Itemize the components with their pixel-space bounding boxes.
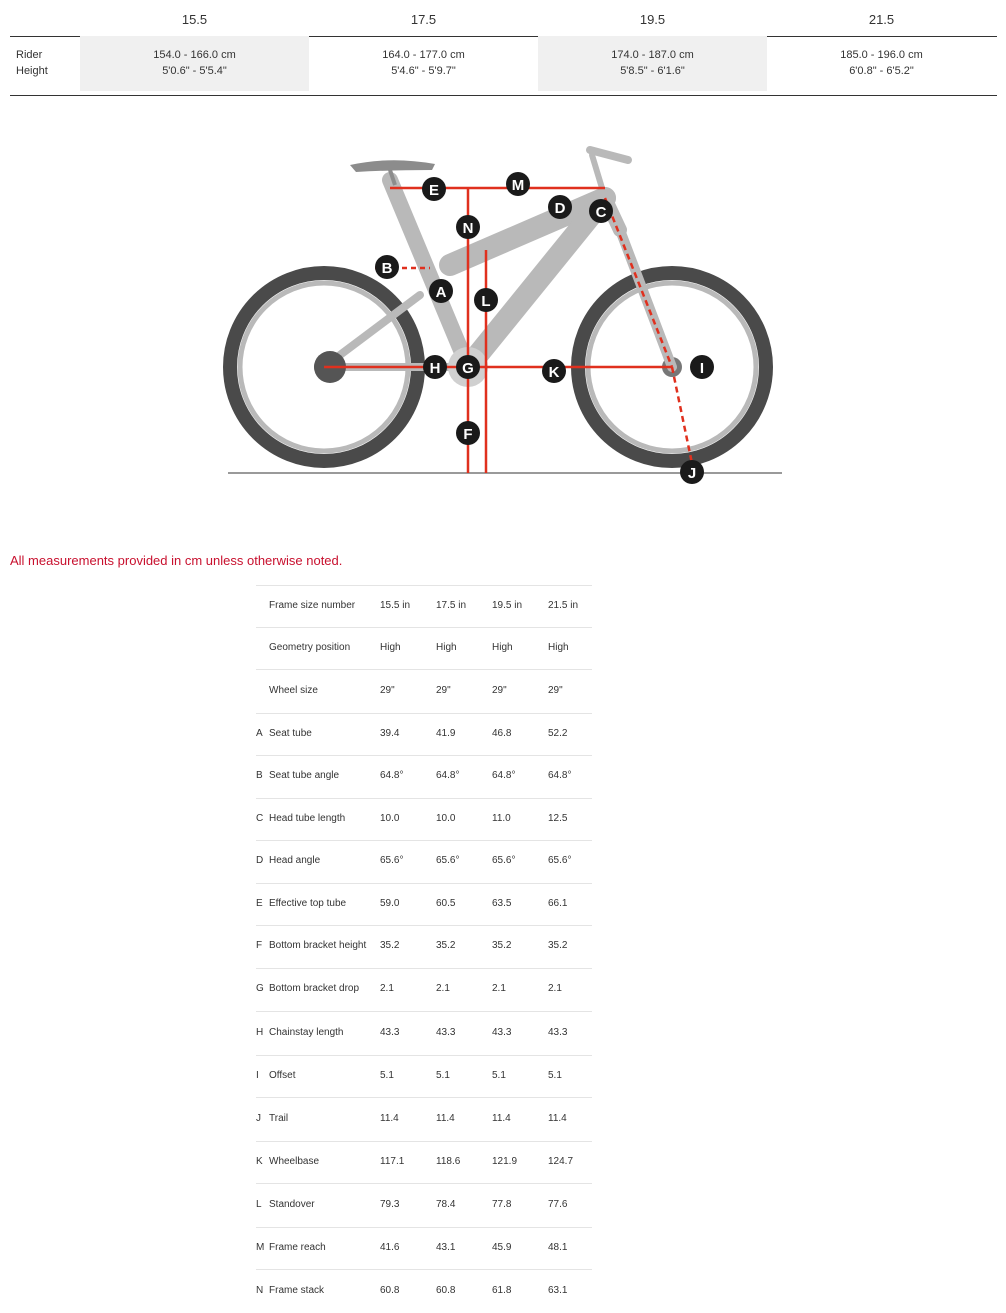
geometry-row xyxy=(256,713,592,755)
geometry-row-letter: I xyxy=(256,1070,259,1081)
geometry-row-value: 66.1 xyxy=(548,898,568,909)
geometry-row-label: Head angle xyxy=(269,855,321,866)
geometry-row-letter: A xyxy=(256,728,263,739)
geometry-row-value: High xyxy=(548,642,569,653)
svg-text:E: E xyxy=(428,182,440,199)
geometry-row-letter: F xyxy=(256,940,263,951)
geometry-row-label: Standover xyxy=(269,1199,315,1210)
svg-text:A: A xyxy=(435,284,447,301)
marker-c xyxy=(589,199,613,223)
geometry-row-label: Chainstay length xyxy=(269,1027,344,1038)
geometry-row-value: 2.1 xyxy=(436,983,450,994)
geometry-row-value: 19.5 in xyxy=(492,600,523,611)
svg-text:M: M xyxy=(511,177,525,194)
svg-text:C: C xyxy=(595,204,607,221)
rider-height-row xyxy=(10,36,997,96)
geometry-row xyxy=(256,798,592,840)
geometry-row-letter: K xyxy=(256,1156,263,1167)
geometry-row-value: 29" xyxy=(548,685,563,696)
geometry-row-label: Bottom bracket height xyxy=(269,940,367,951)
geometry-row-value: 77.6 xyxy=(548,1199,568,1210)
geometry-row-letter: D xyxy=(256,855,264,866)
geometry-row-letter: N xyxy=(256,1285,264,1296)
svg-text:K: K xyxy=(548,364,560,381)
geometry-row-value: 45.9 xyxy=(492,1242,512,1253)
marker-g xyxy=(456,355,480,379)
geometry-row-letter: E xyxy=(256,898,263,909)
geometry-row-value: 35.2 xyxy=(380,940,400,951)
geometry-row-value: 77.8 xyxy=(492,1199,512,1210)
rider-height-label xyxy=(16,47,48,79)
geometry-row-value: 117.1 xyxy=(380,1156,405,1167)
geometry-row-value: 43.3 xyxy=(548,1027,568,1038)
geometry-row xyxy=(256,1011,592,1055)
geometry-row-letter: B xyxy=(256,770,263,781)
marker-b xyxy=(375,255,399,279)
svg-text:J: J xyxy=(687,465,697,482)
geometry-row-value: 10.0 xyxy=(436,813,456,824)
geometry-row-value: 124.7 xyxy=(548,1156,574,1167)
geometry-row xyxy=(256,840,592,883)
geometry-row-letter: C xyxy=(256,813,264,824)
geometry-row-value: 65.6° xyxy=(492,855,516,866)
geometry-row-value: 11.4 xyxy=(436,1113,455,1124)
geometry-row-label: Head tube length xyxy=(269,813,346,824)
geometry-row-value: 5.1 xyxy=(436,1070,450,1081)
geometry-row-value: 35.2 xyxy=(492,940,512,951)
svg-text:L: L xyxy=(481,293,491,310)
rider-height-ft: 5'4.6" - 5'9.7" xyxy=(391,65,456,77)
rider-height-cell xyxy=(80,36,309,91)
geometry-row-value: 5.1 xyxy=(380,1070,394,1081)
geometry-row-letter: L xyxy=(256,1199,262,1210)
geometry-row-value: 12.5 xyxy=(548,813,568,824)
geometry-row-value: 15.5 in xyxy=(380,600,411,611)
geometry-table xyxy=(256,585,592,1313)
geometry-row-value: 52.2 xyxy=(548,728,568,739)
geometry-row-value: 35.2 xyxy=(436,940,456,951)
geometry-row-value: 64.8° xyxy=(548,770,572,781)
geometry-row-label: Seat tube angle xyxy=(269,770,340,781)
geometry-row xyxy=(256,1269,592,1313)
geometry-row-value: 17.5 in xyxy=(436,600,467,611)
svg-text:B: B xyxy=(381,260,393,277)
geometry-row-label: Frame size number xyxy=(269,600,356,611)
geometry-row-value: 64.8° xyxy=(436,770,460,781)
geometry-row-label: Bottom bracket drop xyxy=(269,983,360,994)
rider-label-line1: Rider xyxy=(16,49,43,61)
geometry-row-label: Seat tube xyxy=(269,728,312,739)
geometry-row-value: 59.0 xyxy=(380,898,400,909)
marker-n xyxy=(456,215,480,239)
geometry-row-value: 63.1 xyxy=(548,1285,568,1296)
rider-height-ft: 5'8.5" - 6'1.6" xyxy=(620,65,685,77)
marker-d xyxy=(548,195,572,219)
rider-height-cm: 164.0 - 177.0 cm xyxy=(382,49,465,61)
svg-text:D: D xyxy=(554,200,566,217)
geometry-row-value: High xyxy=(492,642,513,653)
geometry-row-value: 63.5 xyxy=(492,898,512,909)
geometry-row-value: 61.8 xyxy=(492,1285,512,1296)
geometry-row-value: 29" xyxy=(492,685,507,696)
bike-geometry-diagram xyxy=(220,130,800,490)
geometry-row-value: 121.9 xyxy=(492,1156,518,1167)
rider-height-cm: 174.0 - 187.0 cm xyxy=(611,49,694,61)
geometry-row-value: 60.8 xyxy=(436,1285,456,1296)
geometry-row-value: 65.6° xyxy=(548,855,572,866)
geometry-row-value: 11.4 xyxy=(492,1113,511,1124)
geometry-row xyxy=(256,627,592,669)
marker-h xyxy=(423,355,447,379)
geometry-row-value: 60.5 xyxy=(436,898,456,909)
geometry-row-value: 29" xyxy=(436,685,451,696)
geometry-row-value: 43.1 xyxy=(436,1242,456,1253)
geometry-row-value: 78.4 xyxy=(436,1199,456,1210)
geometry-row-label: Offset xyxy=(269,1070,296,1081)
rider-height-cell xyxy=(767,36,996,91)
marker-l xyxy=(474,288,498,312)
geometry-row-value: 43.3 xyxy=(436,1027,456,1038)
geometry-row-label: Trail xyxy=(269,1113,289,1124)
geometry-row xyxy=(256,1055,592,1097)
geometry-row-value: 64.8° xyxy=(380,770,404,781)
marker-j xyxy=(680,460,704,484)
rider-height-ft: 5'0.6" - 5'5.4" xyxy=(162,65,227,77)
geometry-row xyxy=(256,669,592,713)
geometry-row-label: Wheel size xyxy=(269,685,318,696)
geometry-row-letter: G xyxy=(256,983,264,994)
geometry-row-value: 35.2 xyxy=(548,940,568,951)
geometry-row-value: 64.8° xyxy=(492,770,516,781)
geometry-row-value: 41.9 xyxy=(436,728,456,739)
geometry-row-value: 39.4 xyxy=(380,728,400,739)
rider-height-cell xyxy=(538,36,767,91)
geometry-row xyxy=(256,925,592,968)
marker-f xyxy=(456,421,480,445)
geometry-row-value: 43.3 xyxy=(380,1027,400,1038)
geometry-row-value: 2.1 xyxy=(548,983,562,994)
geometry-row-value: 48.1 xyxy=(548,1242,568,1253)
svg-text:H: H xyxy=(429,360,441,377)
geometry-row-value: 11.4 xyxy=(548,1113,567,1124)
geometry-row-label: Frame reach xyxy=(269,1242,326,1253)
svg-text:N: N xyxy=(462,220,474,237)
geometry-row xyxy=(256,1227,592,1269)
marker-m xyxy=(506,172,530,196)
geometry-row-value: 5.1 xyxy=(548,1070,562,1081)
svg-text:I: I xyxy=(699,360,705,377)
size-header-15-5: 15.5 xyxy=(181,12,208,27)
geometry-row-value: 2.1 xyxy=(380,983,394,994)
geometry-row-value: 29" xyxy=(380,685,395,696)
geometry-row xyxy=(256,585,592,627)
marker-i xyxy=(690,355,714,379)
geometry-row-value: 46.8 xyxy=(492,728,512,739)
geometry-row-value: 65.6° xyxy=(436,855,460,866)
geometry-row xyxy=(256,883,592,925)
svg-text:F: F xyxy=(463,426,473,443)
geometry-row xyxy=(256,1097,592,1141)
geometry-row xyxy=(256,1183,592,1227)
bike-frame xyxy=(324,150,672,367)
geometry-row-label: Effective top tube xyxy=(269,898,347,909)
rider-height-cm: 154.0 - 166.0 cm xyxy=(153,49,236,61)
geometry-row-label: Wheelbase xyxy=(269,1156,320,1167)
geometry-row-label: Geometry position xyxy=(269,642,351,653)
geometry-row-label: Frame stack xyxy=(269,1285,325,1296)
size-header-17-5: 17.5 xyxy=(410,12,437,27)
marker-k xyxy=(542,359,566,383)
size-header-21-5: 21.5 xyxy=(868,12,895,27)
size-header-19-5: 19.5 xyxy=(639,12,666,27)
geometry-row xyxy=(256,755,592,798)
geometry-row-value: High xyxy=(380,642,401,653)
geometry-row-value: 60.8 xyxy=(380,1285,400,1296)
geometry-row-value: 2.1 xyxy=(492,983,506,994)
geometry-row-value: 5.1 xyxy=(492,1070,506,1081)
measurement-units-note: All measurements provided in cm unless otherwise noted. xyxy=(10,553,343,568)
rider-height-cell xyxy=(309,36,538,91)
rider-label-line2: Height xyxy=(16,65,48,77)
geometry-row-value: 79.3 xyxy=(380,1199,400,1210)
geometry-row-letter: J xyxy=(256,1113,261,1124)
geometry-row-value: 43.3 xyxy=(492,1027,512,1038)
marker-a xyxy=(429,279,453,303)
geometry-row-value: 65.6° xyxy=(380,855,404,866)
geometry-row-letter: M xyxy=(256,1242,265,1253)
size-chart xyxy=(10,0,997,96)
geometry-row-value: 41.6 xyxy=(380,1242,400,1253)
geometry-row-letter: H xyxy=(256,1027,264,1038)
geometry-row xyxy=(256,968,592,1011)
svg-text:G: G xyxy=(462,360,474,377)
geometry-row-value: 10.0 xyxy=(380,813,400,824)
rider-height-ft: 6'0.8" - 6'5.2" xyxy=(849,65,914,77)
rider-height-cm: 185.0 - 196.0 cm xyxy=(840,49,923,61)
marker-e xyxy=(422,177,446,201)
geometry-row-value: High xyxy=(436,642,457,653)
geometry-row-value: 11.0 xyxy=(492,813,511,824)
saddle xyxy=(350,160,435,185)
geometry-row-value: 11.4 xyxy=(380,1113,399,1124)
geometry-row-value: 21.5 in xyxy=(548,600,579,611)
geometry-row-value: 118.6 xyxy=(436,1156,461,1167)
size-header-row xyxy=(10,0,997,37)
geometry-row xyxy=(256,1141,592,1183)
